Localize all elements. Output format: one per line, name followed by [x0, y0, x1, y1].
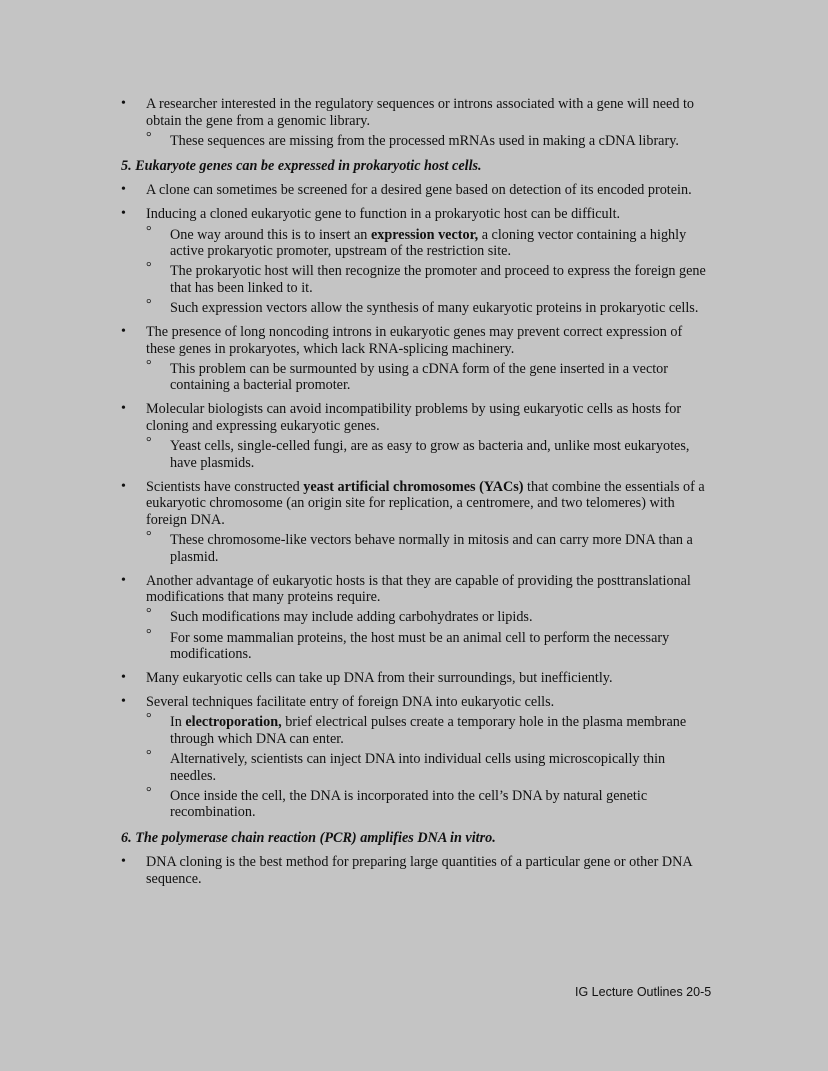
bullet-item: • Many eukaryotic cells can take up DNA from their surroundings, but inefficiently.: [146, 670, 706, 687]
bullet-item: • A clone can sometimes be screened for a desired gene based on detection of its encoded protein.: [146, 182, 706, 199]
bold-term: yeast artificial chromosomes (YACs): [303, 478, 524, 495]
bullet-item: • The presence of long noncoding introns in eukaryotic genes may prevent correct expression of these genes in prokaryotes, which lack RNA-splicing machinery.: [146, 324, 706, 357]
sub-bullet-item: [170, 227, 710, 260]
sub-bullet-item: ° These chromosome-like vectors behave normally in mitosis and can carry more DNA than a plasmid.: [170, 532, 710, 565]
bold-term: expression vector,: [370, 226, 479, 243]
bullet-item: • Molecular biologists can avoid incompatibility problems by using eukaryotic cells as hosts for cloning and expressing eukaryotic genes.: [146, 401, 706, 434]
text-run: One way around this is to insert an: [170, 226, 371, 243]
sub-bullet-item: ° This problem can be surmounted by using a cDNA form of the gene inserted in a vector containing a bacterial promoter.: [170, 361, 710, 394]
sub-bullet-item: ° Such expression vectors allow the synthesis of many eukaryotic proteins in prokaryotic cells.: [170, 300, 710, 317]
text-run: In: [170, 714, 186, 731]
section-heading: 5. Eukaryote genes can be expressed in prokaryotic host cells.: [121, 158, 482, 175]
sub-bullet-item: ° Such modifications may include adding carbohydrates or lipids.: [170, 609, 710, 626]
sub-bullet-item: [170, 714, 710, 747]
text-run: that combine the essentials of a eukaryotic chromosome (an origin site for replication, a centromere, and two telomeres) with foreign DNA.: [146, 478, 705, 528]
bullet-item: • A researcher interested in the regulatory sequences or introns associated with a gene will need to obtain the gene from a genomic library.: [146, 96, 706, 129]
bullet-item: • DNA cloning is the best method for preparing large quantities of a particular gene or other DNA sequence.: [146, 854, 706, 887]
outline-content: [0, 96, 828, 887]
sub-bullet-item: ° The prokaryotic host will then recognize the promoter and proceed to express the foreign gene that has been linked to it.: [170, 263, 710, 296]
text-run: Scientists have constructed: [146, 478, 304, 495]
sub-bullet-item: ° Yeast cells, single-celled fungi, are as easy to grow as bacteria and, unlike most eukaryotes, have plasmids.: [170, 438, 710, 471]
bullet-item: • Several techniques facilitate entry of foreign DNA into eukaryotic cells.: [146, 694, 706, 711]
bullet-item: • Another advantage of eukaryotic hosts is that they are capable of providing the posttranslational modifications that many proteins require.: [146, 573, 706, 606]
sub-bullet-item: ° For some mammalian proteins, the host must be an animal cell to perform the necessary modifications.: [170, 630, 710, 663]
bullet-item: [146, 479, 706, 529]
text-run: brief electrical pulses create a temporary hole in the plasma membrane through which DNA can enter.: [170, 714, 687, 747]
section-heading: 6. The polymerase chain reaction (PCR) amplifies DNA in vitro.: [121, 829, 496, 846]
bullet-item: • Inducing a cloned eukaryotic gene to function in a prokaryotic host can be difficult.: [146, 206, 706, 223]
page-footer: IG Lecture Outlines 20-5: [575, 985, 712, 999]
sub-bullet-item: ° These sequences are missing from the processed mRNAs used in making a cDNA library.: [170, 133, 710, 150]
text-run: a cloning vector containing a highly active prokaryotic promoter, upstream of the restriction site.: [170, 226, 687, 260]
sub-bullet-item: ° Alternatively, scientists can inject DNA into individual cells using microscopically thin needles.: [170, 751, 710, 784]
sub-bullet-item: ° Once inside the cell, the DNA is incorporated into the cell’s DNA by natural genetic recombination.: [170, 788, 710, 821]
bold-term: electroporation,: [185, 714, 282, 731]
